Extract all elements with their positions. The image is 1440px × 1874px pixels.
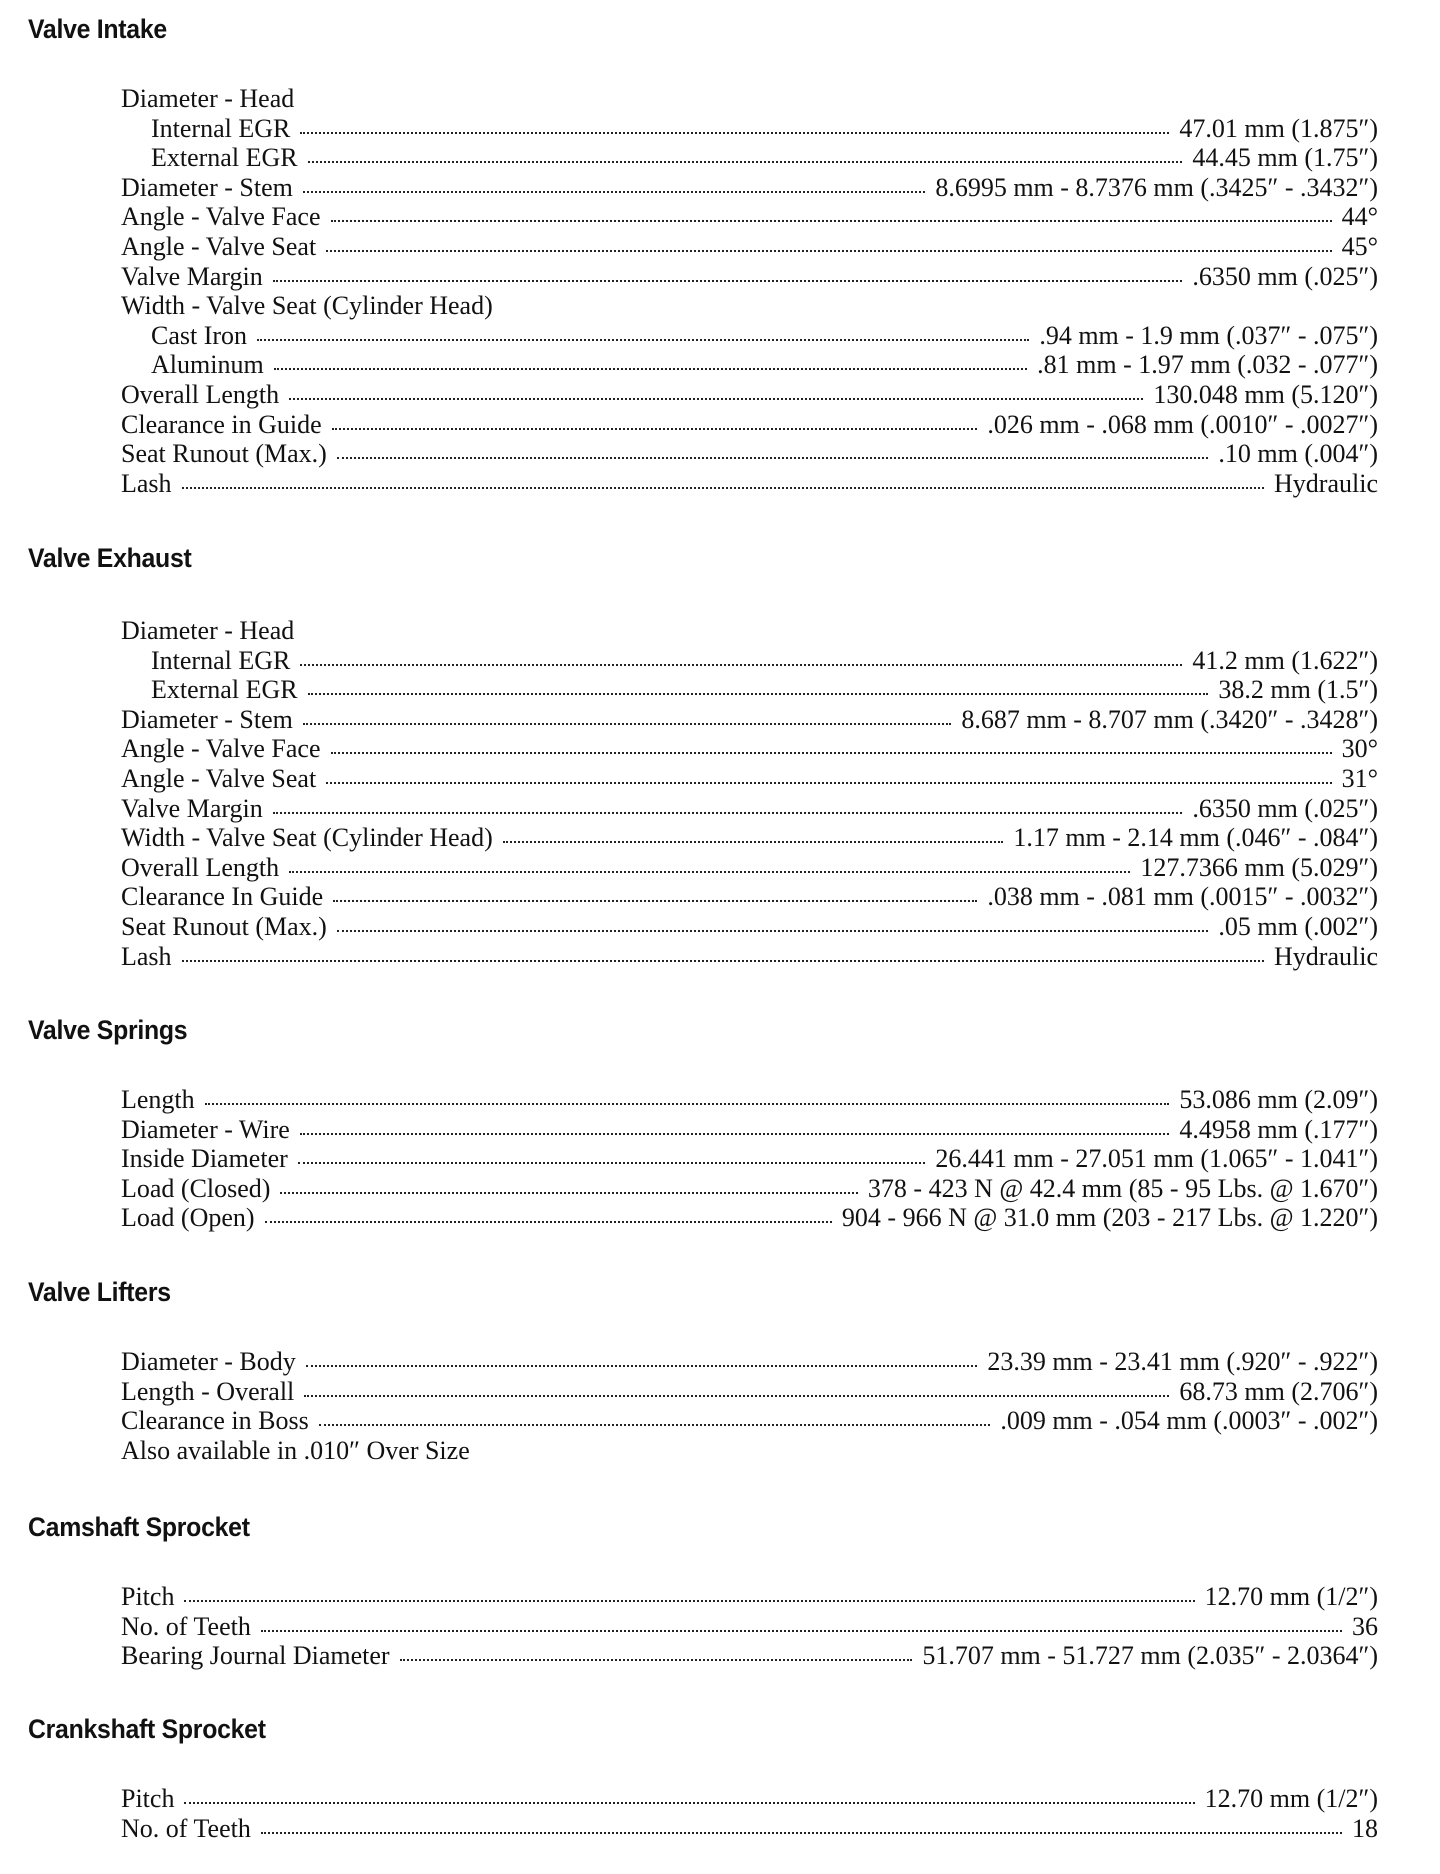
spec-row: [121, 1436, 1378, 1466]
spec-value: 378 - 423 N @ 42.4 mm (85 - 95 Lbs. @ 1.670″): [867, 1173, 1378, 1203]
spec-label: Overall Length: [121, 379, 280, 409]
spec-value: 26.441 mm - 27.051 mm (1.065″ - 1.041″): [935, 1144, 1378, 1174]
dot-leader: [308, 161, 1183, 163]
spec-value: 31°: [1341, 763, 1378, 793]
spec-label: Pitch: [121, 1784, 175, 1813]
spec-label: Diameter - Head: [121, 84, 295, 113]
spec-row: [121, 262, 1378, 292]
spec-value: 130.048 mm (5.120″): [1153, 379, 1378, 409]
spec-row: [121, 942, 1378, 972]
dot-leader: [289, 871, 1130, 873]
spec-label: Angle - Valve Face: [121, 202, 321, 232]
spec-row: [121, 823, 1378, 853]
spec-row: [121, 350, 1378, 380]
spec-value: 44.45 mm (1.75″): [1192, 143, 1378, 173]
spec-label: Seat Runout (Max.): [121, 911, 327, 941]
dot-leader: [184, 1802, 1194, 1804]
spec-label: Diameter - Body: [121, 1347, 296, 1376]
spec-label: Diameter - Stem: [121, 172, 293, 202]
spec-row: [121, 646, 1378, 676]
spec-row: [121, 1115, 1378, 1145]
section-heading: Valve Lifters: [28, 1277, 171, 1307]
dot-leader: [331, 752, 1332, 754]
spec-value: .6350 mm (.025″): [1192, 261, 1378, 291]
spec-value: 23.39 mm - 23.41 mm (.920″ - .922″): [987, 1347, 1378, 1376]
spec-label: Width - Valve Seat (Cylinder Head): [121, 823, 493, 853]
dot-leader: [303, 723, 951, 725]
spec-row: [121, 469, 1378, 499]
spec-value: 8.6995 mm - 8.7376 mm (.3425″ - .3432″): [935, 172, 1378, 202]
spec-row: [121, 1814, 1378, 1844]
dot-leader: [326, 250, 1331, 252]
spec-value: Hydraulic: [1274, 468, 1378, 498]
dot-leader: [205, 1103, 1170, 1105]
dot-leader: [400, 1659, 913, 1661]
spec-label: No. of Teeth: [121, 1813, 251, 1843]
spec-row: [121, 1347, 1378, 1377]
dot-leader: [337, 457, 1209, 459]
dot-leader: [273, 812, 1183, 814]
spec-row: [121, 1641, 1378, 1671]
spec-label: Clearance in Boss: [121, 1406, 309, 1436]
spec-row: [121, 1612, 1378, 1642]
spec-label: Angle - Valve Seat: [121, 763, 317, 793]
spec-row: [121, 410, 1378, 440]
spec-label: Clearance in Guide: [121, 409, 322, 439]
dot-leader: [304, 1395, 1169, 1397]
spec-label: Valve Margin: [121, 793, 263, 823]
spec-label: External EGR: [151, 675, 298, 705]
spec-label: Clearance In Guide: [121, 882, 324, 912]
dot-leader: [308, 693, 1209, 695]
spec-value: 12.70 mm (1/2″): [1204, 1582, 1378, 1611]
dot-leader: [326, 782, 1331, 784]
spec-value: 1.17 mm - 2.14 mm (.046″ - .084″): [1013, 823, 1378, 853]
dot-leader: [274, 368, 1027, 370]
spec-value: 36: [1352, 1611, 1378, 1641]
spec-row: [121, 1582, 1378, 1612]
spec-label: Diameter - Stem: [121, 704, 293, 734]
dot-leader: [273, 280, 1183, 282]
spec-label: Lash: [121, 941, 172, 971]
spec-label: No. of Teeth: [121, 1611, 251, 1641]
spec-row: [121, 1203, 1378, 1233]
spec-row: [121, 173, 1378, 203]
dot-leader: [182, 960, 1264, 962]
spec-row: [121, 1144, 1378, 1174]
spec-row: [121, 439, 1378, 469]
spec-value: 44°: [1341, 202, 1378, 232]
spec-value: 68.73 mm (2.706″): [1179, 1376, 1378, 1406]
dot-leader: [337, 930, 1209, 932]
spec-row: [121, 143, 1378, 173]
spec-value: .009 mm - .054 mm (.0003″ - .002″): [1000, 1406, 1378, 1436]
spec-value: 904 - 966 N @ 31.0 mm (203 - 217 Lbs. @ 1.220″): [841, 1203, 1378, 1233]
spec-value: 45°: [1341, 231, 1378, 261]
spec-value: 18: [1352, 1813, 1378, 1843]
spec-value: 30°: [1341, 734, 1378, 764]
spec-row: [121, 764, 1378, 794]
spec-value: .6350 mm (.025″): [1192, 793, 1378, 823]
dot-leader: [261, 1630, 1342, 1632]
section-heading: Valve Intake: [28, 14, 167, 44]
dot-leader: [300, 132, 1169, 134]
spec-value: .81 mm - 1.97 mm (.032 - .077″): [1037, 350, 1378, 380]
dot-leader: [184, 1600, 1194, 1602]
spec-label: Length - Overall: [121, 1376, 295, 1406]
spec-label: Internal EGR: [151, 645, 291, 675]
spec-row: [121, 794, 1378, 824]
spec-row: [121, 380, 1378, 410]
spec-value: Hydraulic: [1274, 941, 1378, 971]
dot-leader: [333, 900, 977, 902]
spec-value: .026 mm - .068 mm (.0010″ - .0027″): [987, 409, 1378, 439]
spec-label: Aluminum: [151, 350, 264, 380]
spec-label: Angle - Valve Seat: [121, 231, 317, 261]
spec-label: Cast Iron: [151, 320, 248, 350]
spec-label: Width - Valve Seat (Cylinder Head): [121, 291, 493, 321]
spec-label: Diameter - Head: [121, 616, 295, 645]
spec-row: [121, 882, 1378, 912]
spec-value: 47.01 mm (1.875″): [1179, 113, 1378, 143]
dot-leader: [319, 1424, 991, 1426]
spec-label: Valve Margin: [121, 261, 263, 291]
spec-row: [121, 1174, 1378, 1204]
spec-value: .10 mm (.004″): [1218, 439, 1378, 469]
dot-leader: [303, 191, 925, 193]
spec-label: Load (Open): [121, 1203, 255, 1233]
spec-value: 8.687 mm - 8.707 mm (.3420″ - .3428″): [961, 704, 1378, 734]
dot-leader: [182, 487, 1264, 489]
spec-label: Inside Diameter: [121, 1144, 288, 1174]
spec-label: Lash: [121, 468, 172, 498]
section-heading: Valve Springs: [28, 1015, 188, 1045]
spec-row: [121, 114, 1378, 144]
spec-label: Overall Length: [121, 852, 280, 882]
spec-row: [121, 321, 1378, 351]
spec-value: .038 mm - .081 mm (.0015″ - .0032″): [987, 882, 1378, 912]
dot-leader: [261, 1832, 1342, 1834]
spec-list: [121, 1085, 1378, 1233]
spec-value: 51.707 mm - 51.727 mm (2.035″ - 2.0364″): [922, 1641, 1378, 1671]
spec-label: External EGR: [151, 143, 298, 173]
spec-row: [121, 1085, 1378, 1115]
spec-list: [121, 84, 1378, 498]
spec-label: Pitch: [121, 1582, 175, 1611]
spec-label: Angle - Valve Face: [121, 734, 321, 764]
spec-value: 127.7366 mm (5.029″): [1140, 852, 1378, 882]
spec-label: Length: [121, 1085, 195, 1114]
dot-leader: [503, 841, 1004, 843]
spec-list: [121, 1347, 1378, 1465]
spec-value: .05 mm (.002″): [1218, 911, 1378, 941]
spec-label: Diameter - Wire: [121, 1114, 290, 1144]
spec-value: 12.70 mm (1/2″): [1204, 1784, 1378, 1813]
dot-leader: [257, 339, 1029, 341]
spec-label: Bearing Journal Diameter: [121, 1641, 390, 1671]
spec-row: [121, 912, 1378, 942]
dot-leader: [300, 664, 1182, 666]
dot-leader: [265, 1221, 832, 1223]
section-heading: Camshaft Sprocket: [28, 1512, 250, 1542]
spec-row: [121, 1406, 1378, 1436]
section-heading: Valve Exhaust: [28, 543, 192, 573]
spec-row: [121, 232, 1378, 262]
section-heading: Crankshaft Sprocket: [28, 1714, 266, 1744]
dot-leader: [331, 220, 1332, 222]
dot-leader: [332, 428, 978, 430]
spec-value: .94 mm - 1.9 mm (.037″ - .075″): [1039, 320, 1378, 350]
spec-value: 4.4958 mm (.177″): [1179, 1114, 1378, 1144]
dot-leader: [300, 1133, 1170, 1135]
dot-leader: [298, 1162, 926, 1164]
spec-row: [121, 84, 1378, 114]
spec-value: 53.086 mm (2.09″): [1179, 1085, 1378, 1114]
spec-value: 38.2 mm (1.5″): [1218, 675, 1378, 705]
spec-row: [121, 616, 1378, 646]
spec-row: [121, 1377, 1378, 1407]
spec-label: Load (Closed): [121, 1173, 271, 1203]
spec-row: [121, 291, 1378, 321]
spec-row: [121, 1784, 1378, 1814]
spec-list: [121, 1582, 1378, 1671]
dot-leader: [306, 1365, 978, 1367]
spec-list: [121, 1784, 1378, 1843]
spec-row: [121, 705, 1378, 735]
spec-label: Seat Runout (Max.): [121, 439, 327, 469]
dot-leader: [280, 1192, 857, 1194]
dot-leader: [289, 398, 1143, 400]
spec-label: Internal EGR: [151, 113, 291, 143]
spec-row: [121, 202, 1378, 232]
spec-row: [121, 734, 1378, 764]
spec-row: [121, 853, 1378, 883]
spec-label: Also available in .010″ Over Size: [121, 1435, 470, 1465]
spec-value: 41.2 mm (1.622″): [1192, 645, 1378, 675]
spec-row: [121, 675, 1378, 705]
spec-list: [121, 616, 1378, 971]
